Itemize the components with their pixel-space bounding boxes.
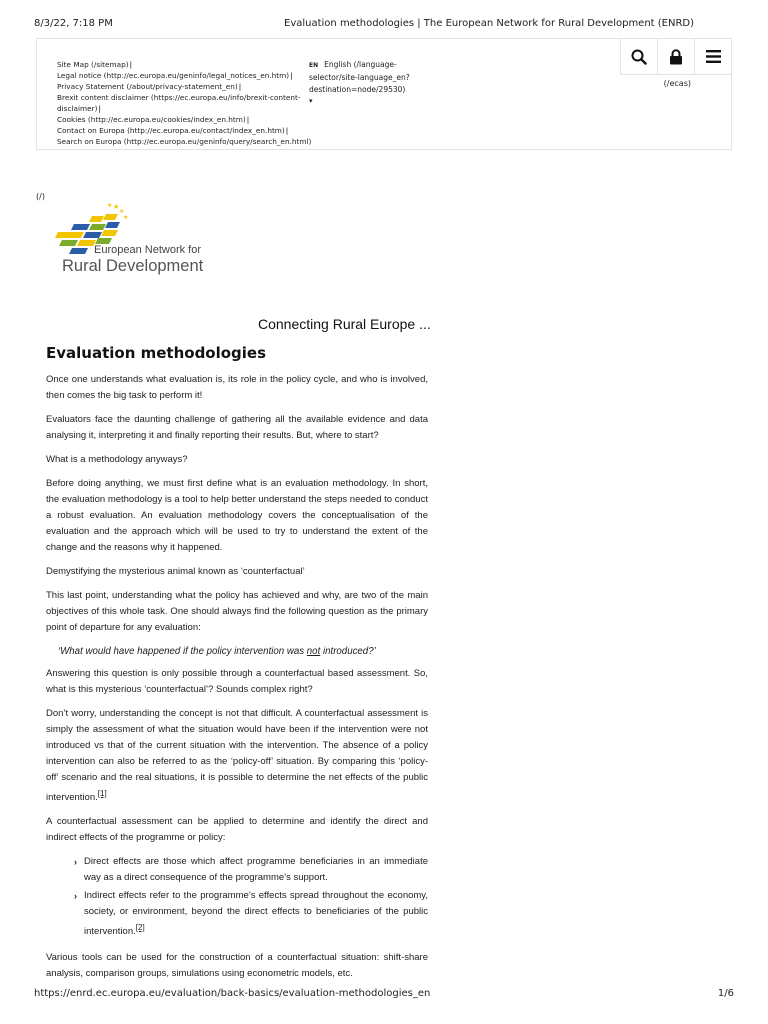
footnote-link-1[interactable]: [1]	[97, 789, 107, 798]
paragraph-text: Don’t worry, understanding the concept is not that difficult. A counterfactual assessment is simply the assessment of what the situation would have been if the intervention were not introduced vs that of the current situation with the intervention. The absence of a policy intervention can also be referred to as the ‘policy-off’ situation. By comparing this ‘policy-off’ scenario and the real situations, it is possible to determine the net effects of the public intervention.	[46, 708, 428, 804]
contact-europa-link[interactable]: Contact on Europa (http://ec.europa.eu/contact/index_en.htm)	[57, 126, 285, 135]
chevron-right-icon: ›	[74, 857, 77, 868]
print-page-number: 1/6	[717, 988, 734, 999]
logo-line-1: European Network for	[94, 244, 201, 256]
svg-text:★: ★	[107, 202, 113, 209]
privacy-statement-link[interactable]: Privacy Statement (/about/privacy-statement_en)	[57, 82, 238, 91]
svg-text:★: ★	[123, 214, 129, 221]
legal-notice-link[interactable]: Legal notice (http://ec.europa.eu/geninfo/legal_notices_en.htm)	[57, 71, 290, 80]
search-europa-link[interactable]: Search on Europa (http://ec.europa.eu/geninfo/query/search_en.html)	[57, 137, 312, 146]
brexit-disclaimer-link[interactable]: Brexit content disclaimer (https://ec.europa.eu/info/brexit-content-disclaimer)	[57, 93, 301, 113]
utility-links	[57, 59, 312, 147]
logo-line-2: Rural Development	[62, 257, 204, 275]
footnote-link-2[interactable]: [2]	[135, 923, 145, 933]
section-heading: Demystifying the mysterious animal known as ‘counterfactual’	[46, 566, 305, 577]
paragraph	[46, 706, 428, 806]
sitemap-link[interactable]: Site Map (/sitemap)	[57, 60, 129, 69]
link-separator: |	[285, 126, 289, 135]
print-datetime: 8/3/22, 7:18 PM	[34, 18, 113, 29]
paragraph: This last point, understanding what the policy has achieved and why, are two of the main objectives of this whole task. One should always find the following question as the primary point of departure for any evaluation:	[46, 590, 428, 633]
paragraph: Once one understands what evaluation is, its role in the policy cycle, and who is involved, then comes the big task to perform it!	[46, 374, 428, 401]
chevron-right-icon: ›	[74, 891, 77, 902]
home-link[interactable]: (/)	[36, 192, 45, 201]
print-footer	[34, 988, 734, 1002]
paragraph: A counterfactual assessment can be applied to determine and identify the direct and indirect effects of the programme or policy:	[46, 816, 428, 844]
page-title: Evaluation methodologies	[46, 344, 267, 362]
language-selector[interactable]	[309, 59, 425, 107]
paragraph: Evaluators face the daunting challenge of gathering all the available evidence and data analysing it, interpreting it and finally reporting their results. But, where to start?	[46, 414, 428, 441]
section-heading: What is a methodology anyways?	[46, 454, 188, 465]
effects-list	[46, 854, 428, 940]
print-header	[34, 18, 734, 32]
login-button[interactable]	[657, 39, 694, 75]
key-question	[46, 644, 428, 660]
chevron-down-icon[interactable]: ▾	[309, 97, 313, 105]
list-item	[74, 854, 428, 886]
link-separator: |	[290, 71, 293, 80]
login-link[interactable]: (/ecas)	[663, 79, 691, 88]
quote-emphasis: not	[306, 646, 321, 657]
language-code: EN	[309, 62, 319, 69]
menu-button[interactable]	[694, 39, 731, 75]
list-item-text: Indirect effects refer to the programme’s effects spread throughout the economy, society, or environment, beyond the direct effects to beneficiaries of the public intervention.	[84, 890, 428, 938]
list-item-text: Direct effects are those which affect programme beneficiaries in an immediate way as a direct consequence of the programme’s support.	[84, 856, 428, 884]
list-item	[74, 888, 428, 940]
link-separator: |	[246, 115, 250, 124]
enrd-logo[interactable]	[52, 202, 222, 278]
paragraph: Before doing anything, we must first define what is an evaluation methodology. In short, the evaluation methodology is a tool to help better understand the steps needed to conduct a robust evaluation. An evaluation methodology covers the conceptualisation of the evaluation and the approach which will be used to try to understand the extent of the change and the reasons why it happened.	[46, 478, 428, 553]
menu-icon	[706, 50, 721, 63]
quote-text: introduced?’	[320, 646, 376, 657]
site-header	[36, 38, 732, 150]
link-separator: |	[238, 82, 242, 91]
print-page-title: Evaluation methodologies | The European Network for Rural Development (ENRD)	[284, 18, 695, 29]
header-toolbar	[620, 39, 731, 75]
site-tagline: Connecting Rural Europe ...	[258, 316, 431, 332]
cookies-link[interactable]: Cookies (http://ec.europa.eu/cookies/index_en.htm)	[57, 115, 246, 124]
language-label[interactable]: English (/language-selector/site-language_en?destination=node/29530)	[309, 60, 410, 94]
quote-text: ‘What would have happened if the policy intervention was	[58, 646, 307, 657]
paragraph: Various tools can be used for the construction of a counterfactual situation: shift-share analysis, comparison groups, simulations using econometric models, etc.	[46, 952, 428, 980]
paragraph: Answering this question is only possible through a counterfactual based assessment. So, what is this mysterious ‘counterfactual’? Sounds complex right?	[46, 668, 428, 695]
lock-icon	[669, 49, 683, 65]
search-icon	[631, 49, 647, 65]
article-content	[46, 344, 428, 990]
link-separator: |	[129, 60, 133, 69]
print-url: https://enrd.ec.europa.eu/evaluation/back-basics/evaluation-methodologies_en	[34, 988, 431, 999]
svg-text:★: ★	[113, 203, 120, 211]
link-separator: |	[98, 104, 101, 113]
svg-text:★: ★	[119, 208, 125, 215]
search-button[interactable]	[620, 39, 657, 75]
